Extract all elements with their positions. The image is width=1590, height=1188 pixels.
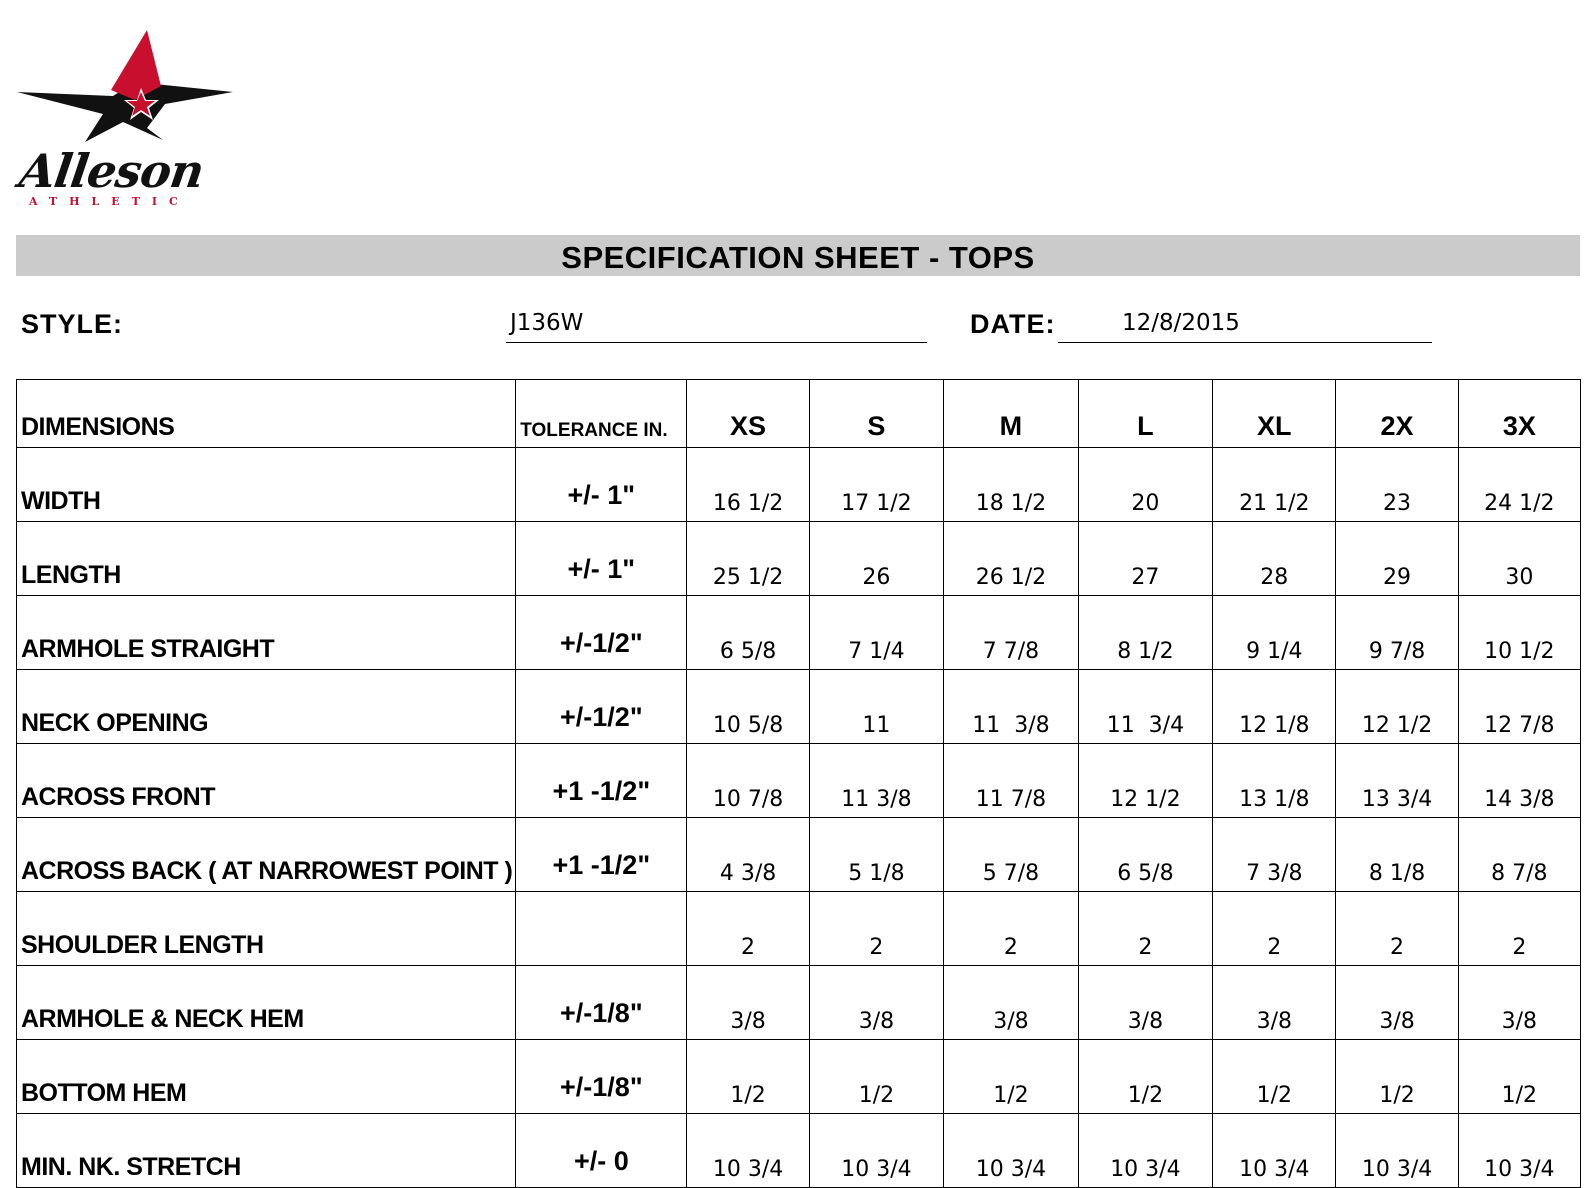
measurement-cell: 11 3/8 [944, 670, 1078, 744]
measurement-cell: 3/8 [687, 966, 809, 1040]
size-header: S [809, 380, 943, 448]
measurement-cell: 9 7/8 [1336, 596, 1458, 670]
measurement-cell: 10 3/4 [944, 1114, 1078, 1188]
measurement-cell: 10 5/8 [687, 670, 809, 744]
brand-tagline: ATHLETIC [29, 195, 190, 208]
measurement-cell: 13 3/4 [1336, 744, 1458, 818]
measurement-cell: 10 3/4 [809, 1114, 943, 1188]
table-row [17, 966, 1581, 1040]
table-row [17, 522, 1581, 596]
measurement-cell: 5 1/8 [809, 818, 943, 892]
style-label: STYLE: [21, 309, 124, 339]
tolerance-value: +/-1/2" [516, 670, 687, 744]
table-header-row [17, 380, 1581, 448]
measurement-cell: 3/8 [1336, 966, 1458, 1040]
size-header: XS [687, 380, 809, 448]
dimension-name: ACROSS FRONT [17, 744, 516, 818]
measurement-cell: 9 1/4 [1213, 596, 1336, 670]
measurement-cell: 17 1/2 [809, 448, 943, 522]
measurement-cell: 11 3/4 [1078, 670, 1212, 744]
measurement-cell: 18 1/2 [944, 448, 1078, 522]
measurement-cell: 1/2 [1078, 1040, 1212, 1114]
spec-table [16, 379, 1581, 1188]
measurement-cell: 26 1/2 [944, 522, 1078, 596]
measurement-cell: 1/2 [1213, 1040, 1336, 1114]
table-row [17, 596, 1581, 670]
measurement-cell: 2 [944, 892, 1078, 966]
measurement-cell: 30 [1458, 522, 1580, 596]
measurement-cell: 6 5/8 [687, 596, 809, 670]
title-bar [16, 235, 1580, 276]
measurement-cell: 10 3/4 [1078, 1114, 1212, 1188]
tolerance-value: +/- 0 [516, 1114, 687, 1188]
table-row [17, 448, 1581, 522]
measurement-cell: 10 3/4 [1336, 1114, 1458, 1188]
measurement-cell: 10 7/8 [687, 744, 809, 818]
size-header: L [1078, 380, 1212, 448]
measurement-cell: 16 1/2 [687, 448, 809, 522]
measurement-cell: 3/8 [809, 966, 943, 1040]
measurement-cell: 8 7/8 [1458, 818, 1580, 892]
measurement-cell: 5 7/8 [944, 818, 1078, 892]
measurement-cell: 10 3/4 [1213, 1114, 1336, 1188]
dimensions-header: DIMENSIONS [17, 380, 516, 448]
table-row [17, 670, 1581, 744]
size-header: 2X [1336, 380, 1458, 448]
measurement-cell: 26 [809, 522, 943, 596]
measurement-cell: 28 [1213, 522, 1336, 596]
measurement-cell: 6 5/8 [1078, 818, 1212, 892]
brand-wordmark: Alleson [16, 144, 207, 198]
dimension-name: SHOULDER LENGTH [17, 892, 516, 966]
measurement-cell: 12 1/2 [1078, 744, 1212, 818]
measurement-cell: 3/8 [1213, 966, 1336, 1040]
measurement-cell: 21 1/2 [1213, 448, 1336, 522]
measurement-cell: 24 1/2 [1458, 448, 1580, 522]
dimension-name: BOTTOM HEM [17, 1040, 516, 1114]
measurement-cell: 3/8 [1078, 966, 1212, 1040]
date-label: DATE: [970, 309, 1056, 339]
tolerance-value: +1 -1/2" [516, 818, 687, 892]
measurement-cell: 2 [1078, 892, 1212, 966]
measurement-cell: 12 1/2 [1336, 670, 1458, 744]
dimension-name: WIDTH [17, 448, 516, 522]
measurement-cell: 3/8 [1458, 966, 1580, 1040]
table-row [17, 744, 1581, 818]
tolerance-header: TOLERANCE IN. [516, 380, 687, 448]
measurement-cell: 20 [1078, 448, 1212, 522]
measurement-cell: 2 [1213, 892, 1336, 966]
measurement-cell: 7 1/4 [809, 596, 943, 670]
measurement-cell: 12 1/8 [1213, 670, 1336, 744]
measurement-cell: 1/2 [1336, 1040, 1458, 1114]
measurement-cell: 14 3/8 [1458, 744, 1580, 818]
table-row [17, 892, 1581, 966]
measurement-cell: 2 [809, 892, 943, 966]
table-row [17, 1040, 1581, 1114]
dimension-name: ACROSS BACK ( AT NARROWEST POINT ) [17, 818, 516, 892]
dimension-name: ARMHOLE & NECK HEM [17, 966, 516, 1040]
alleson-athletic-logo [15, 30, 245, 215]
measurement-cell: 2 [1336, 892, 1458, 966]
table-row [17, 1114, 1581, 1188]
measurement-cell: 29 [1336, 522, 1458, 596]
size-header: M [944, 380, 1078, 448]
tolerance-value: +/-1/8" [516, 1040, 687, 1114]
size-header: XL [1213, 380, 1336, 448]
measurement-cell: 1/2 [809, 1040, 943, 1114]
measurement-cell: 3/8 [944, 966, 1078, 1040]
measurement-cell: 23 [1336, 448, 1458, 522]
date-value: 12/8/2015 [1058, 303, 1432, 343]
measurement-cell: 11 7/8 [944, 744, 1078, 818]
measurement-cell: 10 3/4 [687, 1114, 809, 1188]
dimension-name: MIN. NK. STRETCH [21, 1153, 241, 1181]
measurement-cell: 2 [1458, 892, 1580, 966]
page-title: SPECIFICATION SHEET - TOPS [561, 239, 1035, 275]
measurement-cell: 12 7/8 [1458, 670, 1580, 744]
measurement-cell: 7 7/8 [944, 596, 1078, 670]
size-header: 3X [1458, 380, 1580, 448]
measurement-cell: 1/2 [687, 1040, 809, 1114]
dimension-name: NECK OPENING [17, 670, 516, 744]
tolerance-value: +/-1/8" [516, 966, 687, 1040]
measurement-cell: 27 [1078, 522, 1212, 596]
style-value: J136W [506, 303, 927, 343]
measurement-cell: 11 [809, 670, 943, 744]
measurement-cell: 10 3/4 [1458, 1114, 1580, 1188]
measurement-cell: 10 1/2 [1458, 596, 1580, 670]
measurement-cell: 25 1/2 [687, 522, 809, 596]
measurement-cell: 1/2 [944, 1040, 1078, 1114]
measurement-cell: 7 3/8 [1213, 818, 1336, 892]
dimension-name: LENGTH [17, 522, 516, 596]
measurement-cell: 8 1/8 [1336, 818, 1458, 892]
measurement-cell: 2 [687, 892, 809, 966]
measurement-cell: 1/2 [1458, 1040, 1580, 1114]
tolerance-value: +/- 1" [516, 448, 687, 522]
tolerance-value: +/-1/2" [516, 596, 687, 670]
tolerance-value [516, 892, 687, 966]
tolerance-value: +/- 1" [516, 522, 687, 596]
measurement-cell: 8 1/2 [1078, 596, 1212, 670]
measurement-cell: 11 3/8 [809, 744, 943, 818]
dimension-name: ARMHOLE STRAIGHT [17, 596, 516, 670]
measurement-cell: 13 1/8 [1213, 744, 1336, 818]
tolerance-value: +1 -1/2" [516, 744, 687, 818]
table-row [17, 818, 1581, 892]
measurement-cell: 4 3/8 [687, 818, 809, 892]
